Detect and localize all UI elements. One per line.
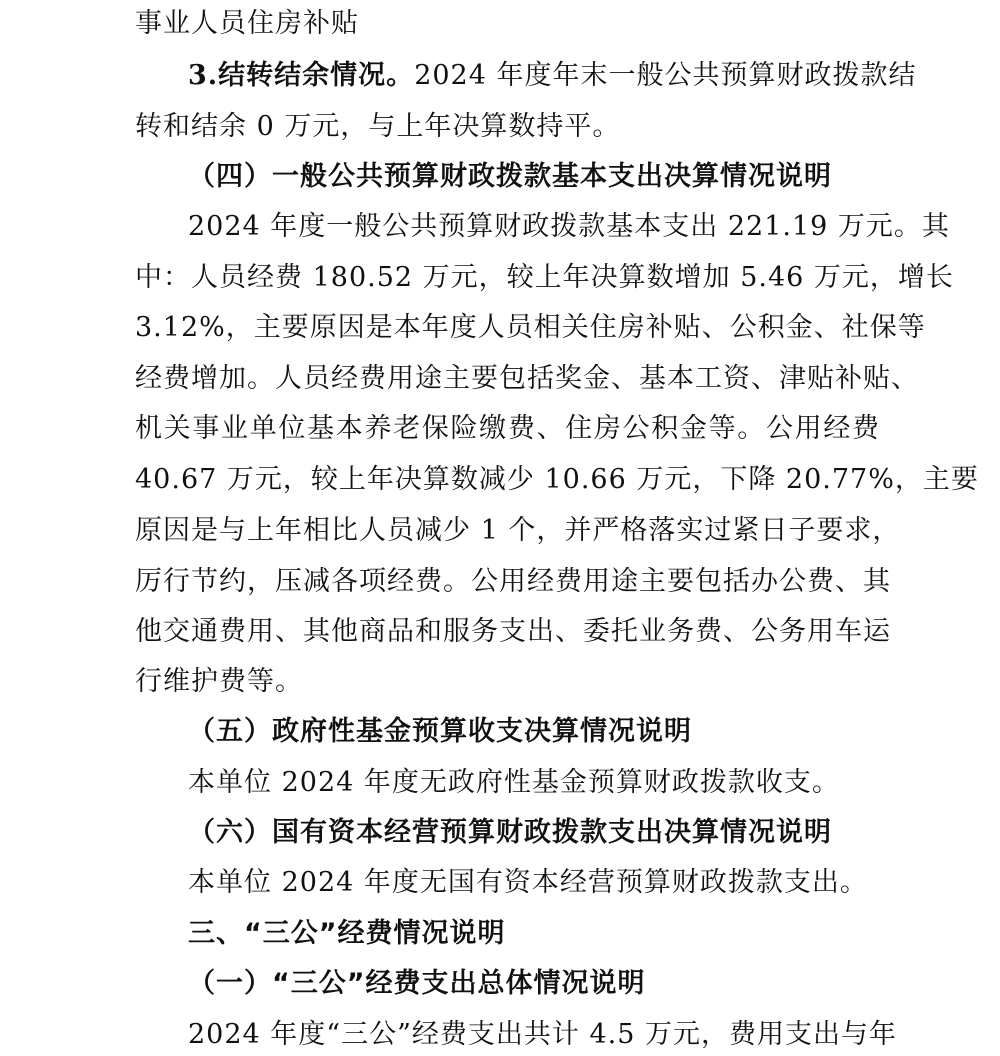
text-line: 事业人员住房补贴 xyxy=(135,8,359,39)
text-line: 2024 年度“三公”经费支出共计 4.5 万元，费用支出与年 xyxy=(188,1019,898,1050)
text-span: 2024 年度年末一般公共预算财政拨款结 xyxy=(414,60,917,91)
text-line: 3.12%，主要原因是本年度人员相关住房补贴、公积金、社保等 xyxy=(135,312,926,343)
text-line: 本单位 2024 年度无政府性基金预算财政拨款收支。 xyxy=(188,767,840,798)
text-line: 原因是与上年相比人员减少 1 个，并严格落实过紧日子要求， xyxy=(135,515,901,546)
text-line: 经费增加。人员经费用途主要包括奖金、基本工资、津贴补贴、 xyxy=(135,363,919,394)
text-line: 40.67 万元，较上年决算数减少 10.66 万元，下降 20.77%，主要 xyxy=(135,464,979,495)
result-paragraph-line xyxy=(188,59,917,93)
text-line: 行维护费等。 xyxy=(135,666,303,697)
text-line: 厉行节约，压减各项经费。公用经费用途主要包括办公费、其 xyxy=(135,566,891,597)
section-heading-3-1: （一）“三公”经费支出总体情况说明 xyxy=(188,968,646,999)
section-heading-6: （六）国有资本经营预算财政拨款支出决算情况说明 xyxy=(188,817,832,848)
section-heading-5: （五）政府性基金预算收支决算情况说明 xyxy=(188,716,692,747)
text-line: 机关事业单位基本养老保险缴费、住房公积金等。公用经费 xyxy=(135,413,880,444)
section-heading-3: 三、“三公”经费情况说明 xyxy=(188,918,506,949)
section-label-bold: 3.结转结余情况。 xyxy=(188,60,415,91)
text-line: 2024 年度一般公共预算财政拨款基本支出 221.19 万元。其 xyxy=(188,211,950,242)
text-line: 转和结余 0 万元，与上年决算数持平。 xyxy=(135,111,621,142)
text-line: 他交通费用、其他商品和服务支出、委托业务费、公务用车运 xyxy=(135,616,891,647)
text-line: 本单位 2024 年度无国有资本经营预算财政拨款支出。 xyxy=(188,867,868,898)
text-line: 中：人员经费 180.52 万元，较上年决算数增加 5.46 万元，增长 xyxy=(135,262,954,293)
section-heading-4: （四）一般公共预算财政拨款基本支出决算情况说明 xyxy=(188,161,832,192)
